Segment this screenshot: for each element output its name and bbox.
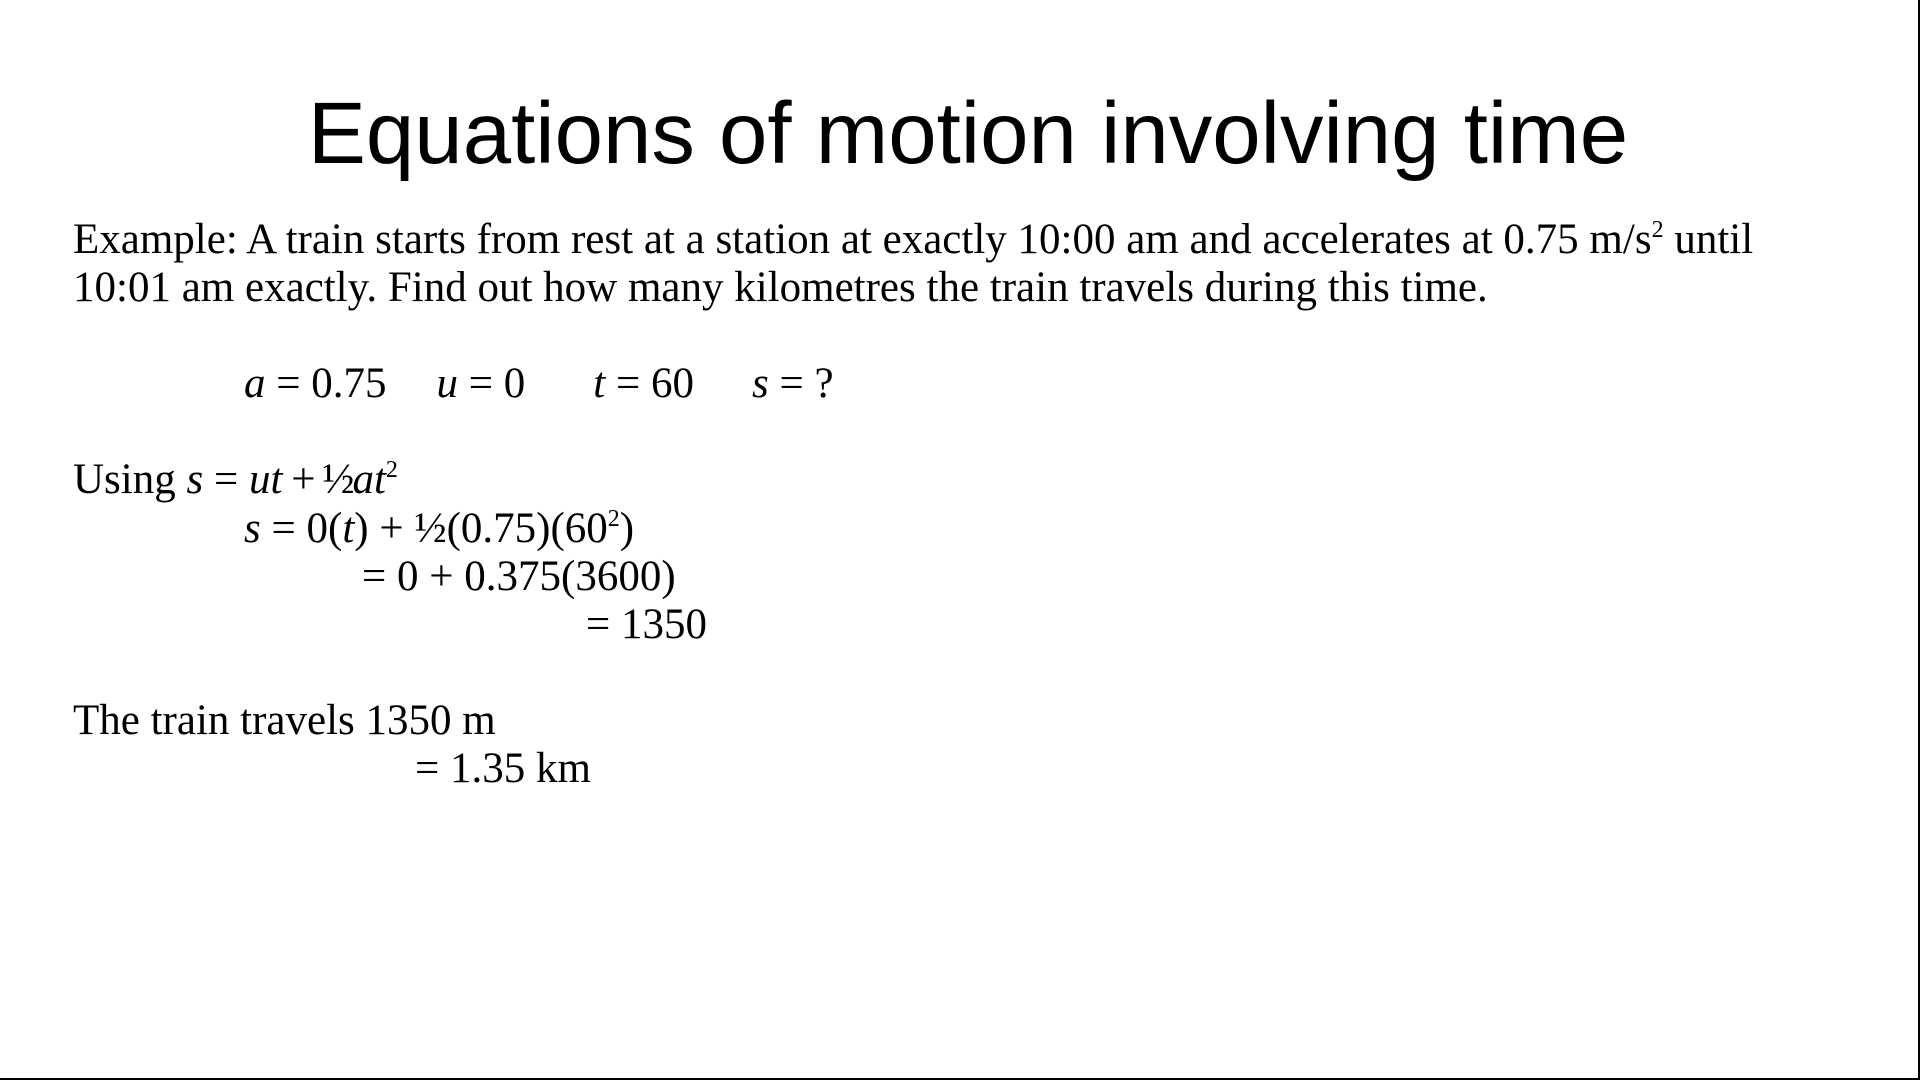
working-step-1	[244, 505, 634, 553]
formula-ut: ut	[248, 456, 283, 503]
formula-eq: =	[203, 456, 249, 503]
formula-s: s	[186, 456, 204, 503]
given-t-value: = 60	[605, 360, 694, 407]
formula-superscript: 2	[385, 457, 398, 483]
step1-c: )	[619, 505, 635, 552]
working-step-2: = 0 + 0.375(3600)	[362, 553, 676, 600]
example-line-1-text: Example: A train starts from rest at a station at exactly 10:00 am and accelerates at 0.75 m/s	[73, 216, 1652, 263]
answer-line-1: The train travels 1350 m	[73, 697, 496, 744]
step1-b: ) + ½(0.75)(60	[354, 505, 608, 552]
example-line-2: 10:01 am exactly. Find out how many kilometres the train travels during this time.	[73, 264, 1488, 311]
squared-superscript: 2	[1651, 217, 1664, 243]
formula-plus-half: + ½	[282, 456, 353, 503]
given-s-var: s	[752, 360, 769, 407]
step1-superscript: 2	[607, 506, 620, 532]
given-s	[752, 360, 834, 407]
given-u-var: u	[436, 360, 459, 407]
given-a	[244, 360, 387, 407]
step1-t: t	[342, 505, 355, 552]
formula-line	[73, 456, 398, 504]
given-a-value: = 0.75	[265, 360, 387, 407]
given-a-var: a	[244, 360, 266, 407]
given-s-value: = ?	[768, 360, 834, 407]
given-u-value: = 0	[458, 360, 526, 407]
formula-at: at	[352, 456, 386, 503]
given-t-var: t	[593, 360, 606, 407]
given-u	[437, 360, 526, 407]
answer-line-2: = 1.35 km	[415, 745, 591, 792]
slide-title: Equations of motion involving time	[307, 85, 1629, 182]
step1-a: = 0(	[260, 505, 343, 552]
example-line-1-suffix: until	[1663, 216, 1754, 263]
working-step-3: = 1350	[586, 601, 708, 648]
example-line-1	[73, 216, 1753, 264]
step1-s: s	[244, 505, 261, 552]
formula-using: Using	[73, 456, 187, 503]
given-values	[244, 360, 834, 408]
given-t	[593, 360, 694, 407]
